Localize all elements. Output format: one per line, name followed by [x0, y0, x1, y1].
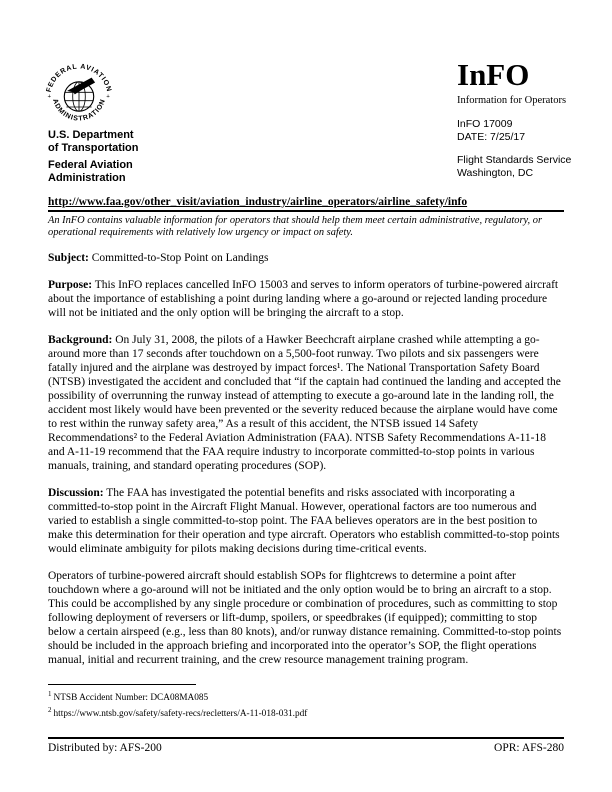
- department-block: [48, 129, 138, 185]
- background-paragraph: [48, 333, 564, 473]
- document-footer: [48, 737, 564, 755]
- footnote-1-text: NTSB Accident Number: DCA08MA085: [53, 693, 209, 704]
- subject-text: Committed-to-Stop Point on Landings: [88, 251, 269, 264]
- masthead: [457, 57, 587, 179]
- subject-line: [48, 251, 564, 265]
- footnote-separator: [48, 684, 196, 685]
- doc-date: DATE: 7/25/17: [457, 130, 526, 143]
- dept-line-2: of Transportation: [48, 142, 139, 154]
- discussion-paragraph: [48, 486, 564, 556]
- doc-subtitle: Information for Operators: [457, 95, 567, 106]
- footnotes: [48, 684, 564, 720]
- subject-label: Subject:: [48, 251, 89, 264]
- info-url-link[interactable]: http://www.faa.gov/other_visit/aviation_industry/airline_operators/airline_safety/info: [48, 196, 468, 208]
- background-label: Background:: [48, 333, 113, 346]
- faa-seal-icon: [44, 58, 114, 128]
- info-url-bar: [48, 196, 564, 212]
- dept-line-4: Administration: [48, 172, 126, 184]
- issuing-location: Washington, DC: [457, 166, 534, 179]
- footnote-2-marker: 2: [48, 705, 52, 714]
- footnote-1-marker: 1: [48, 690, 52, 698]
- info-number: InFO 17009: [457, 118, 513, 130]
- opr: OPR: AFS-280: [494, 742, 564, 754]
- seal-right-star: +: [106, 92, 110, 100]
- distributed-by: Distributed by: AFS-200: [48, 742, 162, 754]
- purpose-paragraph: [48, 278, 564, 320]
- footnote-1: [48, 689, 564, 705]
- footnote-2: [48, 705, 564, 721]
- purpose-text: This InFO replaces cancelled InFO 15003 and serves to inform operators of turbine-powered aircraft about the importance of establishing a point during landing where a go-around or rejected landing procedure will not be initiated and the only option will be bringing the aircraft to a stop.: [48, 278, 559, 319]
- operators-text: Operators of turbine-powered aircraft should establish SOPs for flightcrews to determine a point after touchdown where a go-around will not be initiated and the only option would be to bring an aircraft to a stop. This could be accomplished by any single procedure or combination of procedures, such as committing to stop following deployment of reversers or lift-dump, spoilers, or speedbrakes (if equipped); committing to stop below a certain airspeed (e.g., less than 80 knots), and/or runway distance remaining. Committed-to-stop points should be included in the approach briefing and incorporated into the operator’s SOP, the flight operations manual, initial and recurrent training, and the crew resource management training program.: [48, 569, 562, 666]
- discussion-text: The FAA has investigated the potential benefits and risks associated with incorporating a committed-to-stop point in the Aircraft Flight Manual. However, operational factors are too numerous and varied to establish a single committed-to-stop point. The FAA believes operators are in the best position to make this determination for their operation and type aircraft. Operators who establish committed-to-stop points would eliminate ambiguity for pilots making decisions during time-critical events.: [48, 486, 560, 555]
- doc-title: InFO: [457, 57, 530, 92]
- purpose-label: Purpose:: [48, 278, 93, 291]
- dept-line-3: Federal Aviation: [48, 159, 133, 171]
- seal-top-text: FEDERAL AVIATION: [45, 63, 113, 94]
- info-definition-note: An InFO contains valuable information for operators that should help them meet certain administrative, regulatory, or operational requirements with relatively low urgency or impact on safety.: [48, 215, 542, 238]
- issuing-service: Flight Standards Service: [457, 154, 572, 166]
- operators-paragraph: [48, 569, 564, 667]
- document-body: [48, 196, 564, 667]
- background-text: On July 31, 2008, the pilots of a Hawker Beechcraft airplane crashed while attempting a go-around more than 17 seconds after touchdown on a 5,500-foot runway. Two pilots and six passengers were fatally injured and the airplane was destroyed by impact forces¹. The National Transportation Safety Board (NTSB) investigated the accident and concluded that “if the captain had continued the landing and accepted the possibility of overrunning the runway instead of attempting to execute a go-around late in the landing roll, the accident most likely would have been prevented or the severity reduced because the airplane would have come to rest within the runway safety area,” As a result of this accident, the NTSB issued 14 Safety Recommendations² to the Federal Aviation Administration (FAA). NTSB Safety Recommendations A-11-18 and A-11-19 recommend that the FAA require industry to incorporate committed-to-stop points in various manuals, training, and standard operating procedures (SOP).: [48, 333, 561, 472]
- footnote-2-link[interactable]: https://www.ntsb.gov/safety/safety-recs/recletters/A-11-018-031.pdf: [53, 708, 308, 719]
- dept-line-1: U.S. Department: [48, 129, 134, 141]
- seal-left-star: +: [47, 92, 52, 100]
- discussion-label: Discussion:: [48, 486, 104, 499]
- seal-bottom-text: ADMINISTRATION: [50, 98, 108, 123]
